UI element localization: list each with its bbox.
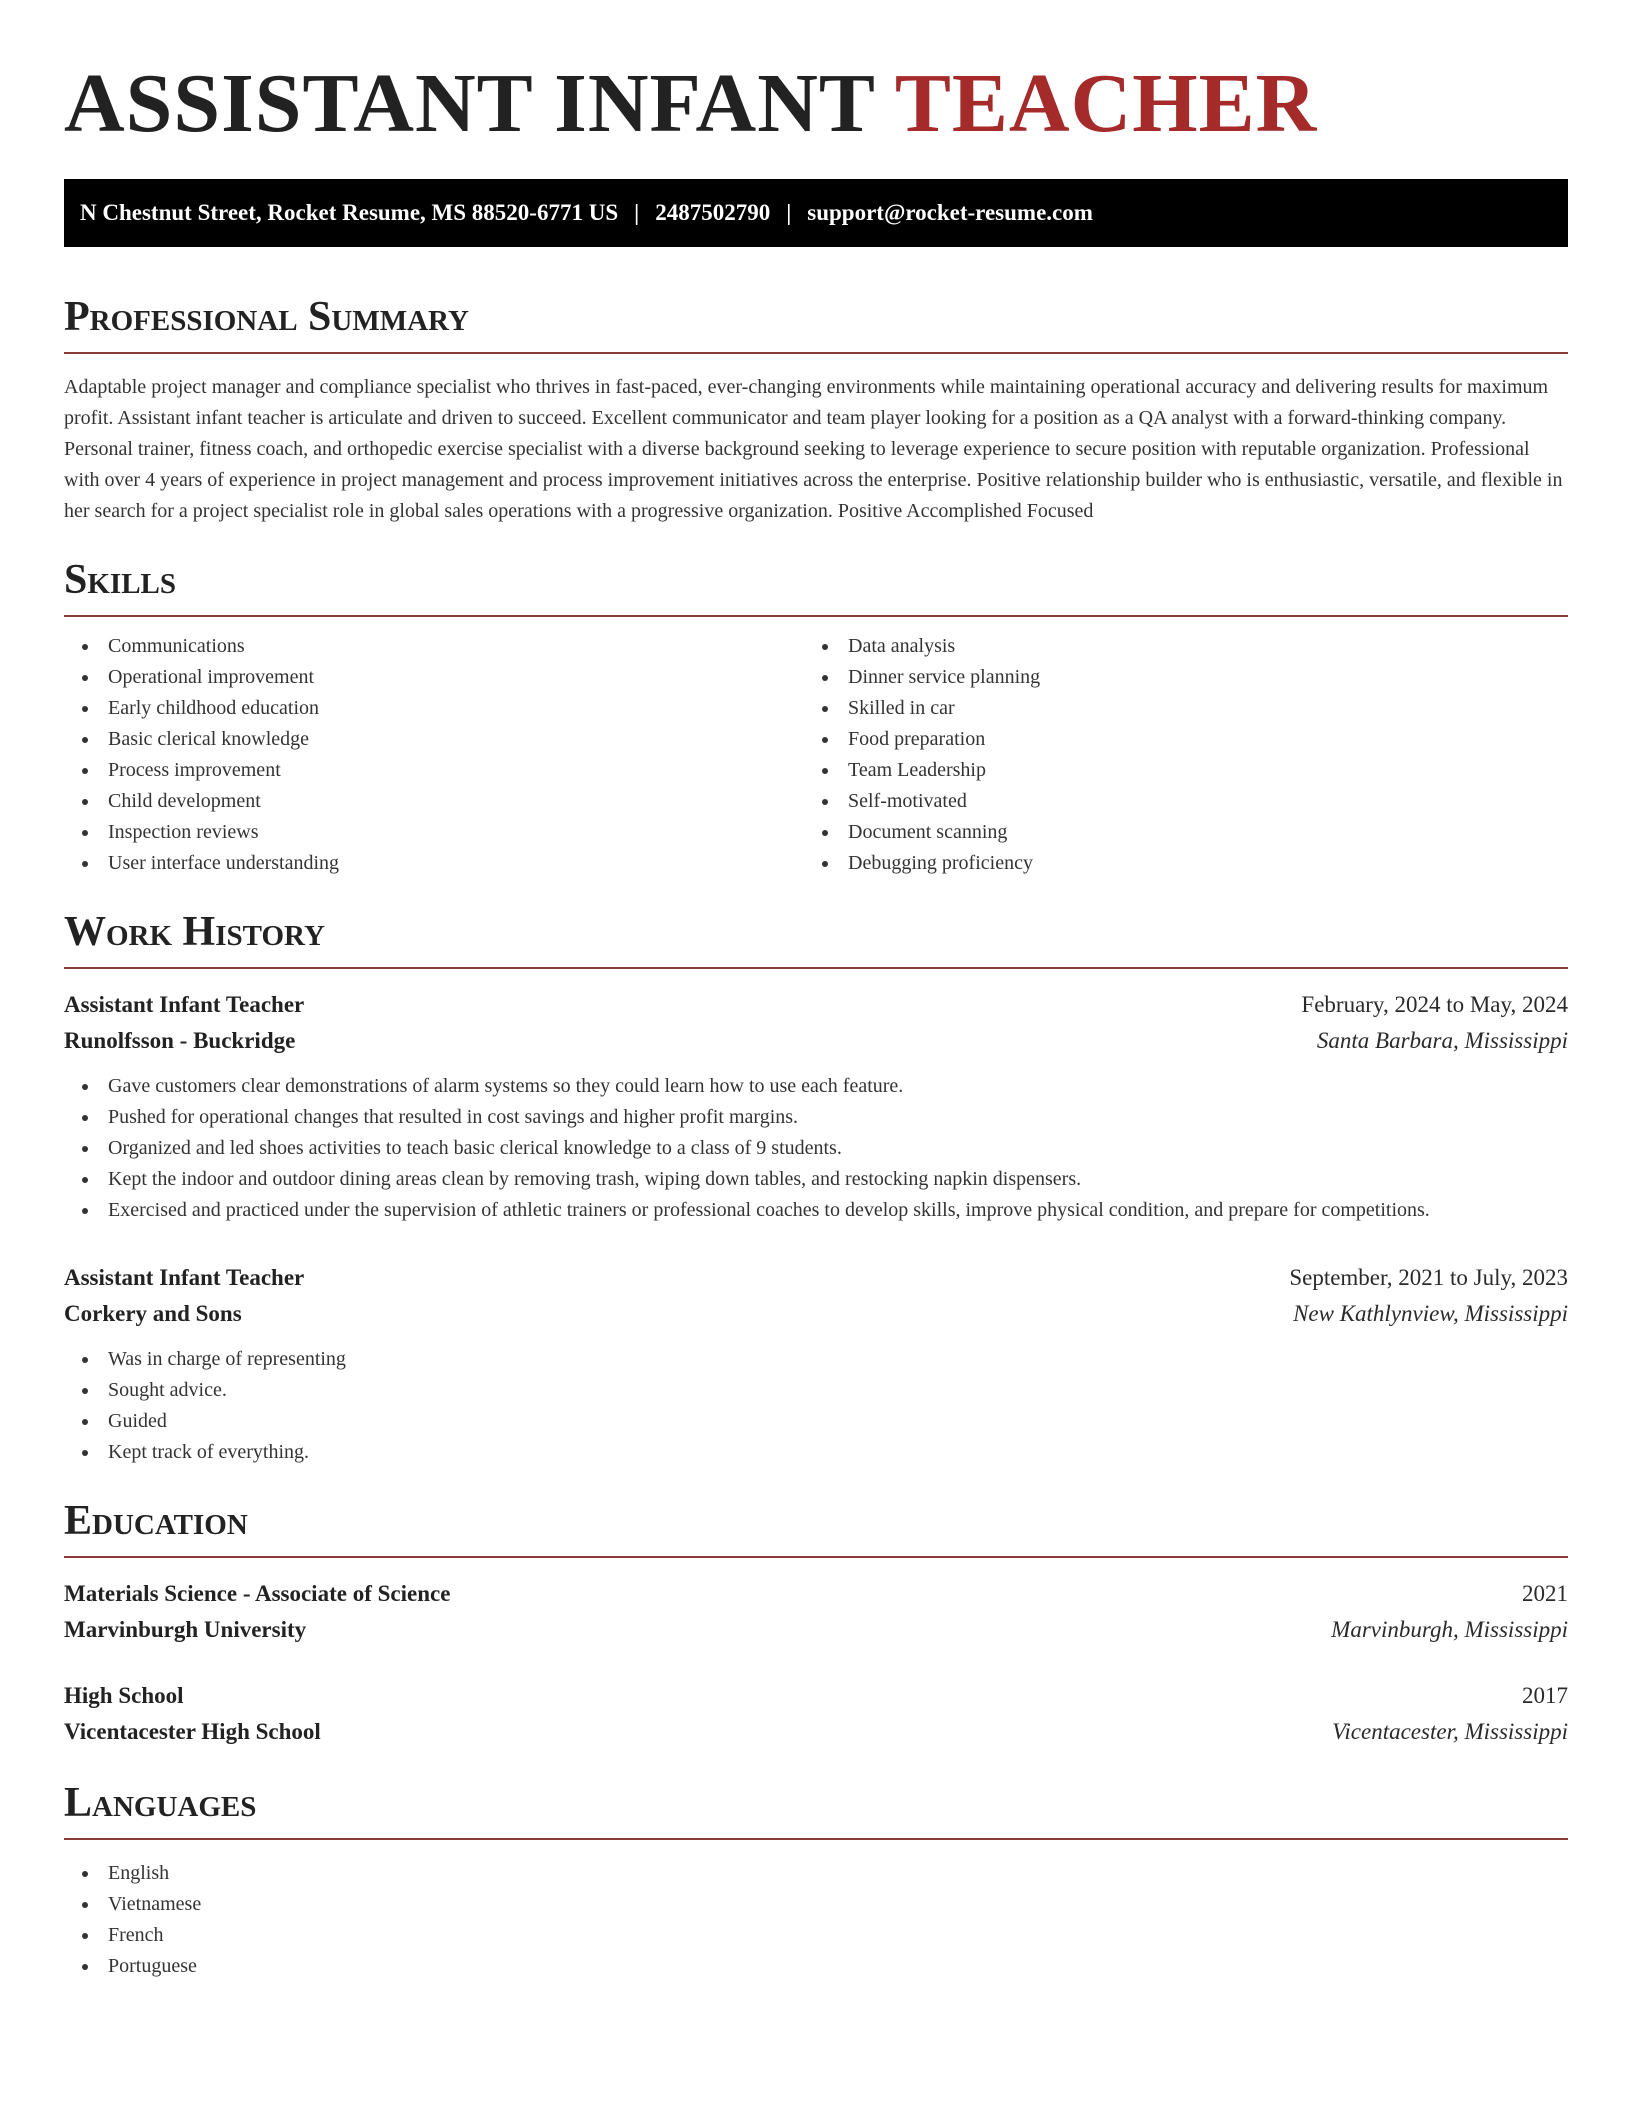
work-entry-header bbox=[64, 987, 1568, 1023]
education-location: Vicentacester, Mississippi bbox=[1332, 1719, 1568, 1744]
education-school: Marvinburgh University bbox=[64, 1617, 307, 1642]
work-entry bbox=[64, 987, 1568, 1226]
language-item: English bbox=[64, 1858, 1568, 1889]
skill-item: Document scanning bbox=[804, 817, 1544, 848]
section-title-work-history: Work History bbox=[64, 907, 1568, 969]
job-role: Assistant Infant Teacher bbox=[64, 1265, 305, 1290]
skill-item: Operational improvement bbox=[64, 662, 804, 693]
job-duty: Kept track of everything. bbox=[64, 1437, 1568, 1468]
section-title-languages: Languages bbox=[64, 1778, 1568, 1840]
education-degree: Materials Science - Associate of Science bbox=[64, 1581, 451, 1606]
job-duty: Was in charge of representing bbox=[64, 1344, 1568, 1375]
education-entry-header bbox=[64, 1576, 1568, 1612]
job-company: Runolfsson - Buckridge bbox=[64, 1028, 296, 1053]
education-school: Vicentacester High School bbox=[64, 1719, 321, 1744]
name-part-1: ASSISTANT INFANT bbox=[64, 57, 895, 150]
job-dates: September, 2021 to July, 2023 bbox=[1289, 1265, 1568, 1290]
summary-text: Adaptable project manager and compliance specialist who thrives in fast-paced, ever-changing environments while maintaining operational accuracy and delivering results for maximum profit. Assistant infant teacher is articulate and driven to succeed. Excellent communicator and team player looking for a position as a QA analyst with a forward-thinking company. Personal trainer, fitness coach, and orthopedic exercise specialist with a diverse background seeking to leverage experience to secure position with reputable organization. Professional with over 4 years of experience in project management and process improvement initiatives across the enterprise. Positive relationship builder who is enthusiastic, versatile, and flexible in her search for a project specialist role in global sales operations with a progressive organization. Positive Accomplished Focused bbox=[64, 376, 1563, 522]
education-entry bbox=[64, 1678, 1568, 1750]
skill-item: Basic clerical knowledge bbox=[64, 724, 804, 755]
skill-item: Communications bbox=[64, 631, 804, 662]
work-entry-header bbox=[64, 1260, 1568, 1296]
job-duties bbox=[64, 1071, 1568, 1226]
work-entry-subheader bbox=[64, 1023, 1568, 1059]
section-title-summary: Professional Summary bbox=[64, 292, 1568, 354]
resume-name bbox=[64, 56, 1568, 152]
section-title-skills: Skills bbox=[64, 555, 1568, 617]
education-entry-subheader bbox=[64, 1612, 1568, 1648]
contact-bar bbox=[64, 179, 1568, 247]
job-duty: Organized and led shoes activities to teach basic clerical knowledge to a class of 9 students. bbox=[64, 1133, 1568, 1164]
education-year: 2017 bbox=[1522, 1683, 1568, 1708]
work-entry-subheader bbox=[64, 1296, 1568, 1332]
job-duty: Sought advice. bbox=[64, 1375, 1568, 1406]
job-duty: Guided bbox=[64, 1406, 1568, 1437]
contact-address: N Chestnut Street, Rocket Resume, MS 88520-6771 US bbox=[80, 200, 619, 225]
skill-item: Team Leadership bbox=[804, 755, 1544, 786]
job-duty: Gave customers clear demonstrations of alarm systems so they could learn how to use each feature. bbox=[64, 1071, 1568, 1102]
job-duty: Exercised and practiced under the supervision of athletic trainers or professional coaches to develop skills, improve physical condition, and prepare for competitions. bbox=[64, 1195, 1568, 1226]
section-title-education: Education bbox=[64, 1496, 1568, 1558]
job-location: New Kathlynview, Mississippi bbox=[1293, 1301, 1568, 1326]
name-part-2: TEACHER bbox=[894, 57, 1318, 150]
job-duties bbox=[64, 1344, 1568, 1468]
skills-list bbox=[64, 631, 1568, 879]
education-degree: High School bbox=[64, 1683, 184, 1708]
education-entry-subheader bbox=[64, 1714, 1568, 1750]
language-item: Portuguese bbox=[64, 1951, 1568, 1982]
language-item: Vietnamese bbox=[64, 1889, 1568, 1920]
skill-item: Dinner service planning bbox=[804, 662, 1544, 693]
job-duty: Pushed for operational changes that resulted in cost savings and higher profit margins. bbox=[64, 1102, 1568, 1133]
skill-item: Inspection reviews bbox=[64, 817, 804, 848]
skill-item: Food preparation bbox=[804, 724, 1544, 755]
skill-item: Debugging proficiency bbox=[804, 848, 1544, 879]
language-item: French bbox=[64, 1920, 1568, 1951]
contact-separator: | bbox=[634, 200, 640, 225]
languages-list bbox=[64, 1858, 1568, 1982]
education-entry-header bbox=[64, 1678, 1568, 1714]
skills-column-left bbox=[64, 631, 804, 879]
job-role: Assistant Infant Teacher bbox=[64, 992, 305, 1017]
skill-item: Child development bbox=[64, 786, 804, 817]
job-dates: February, 2024 to May, 2024 bbox=[1301, 992, 1568, 1017]
job-company: Corkery and Sons bbox=[64, 1301, 242, 1326]
skill-item: Process improvement bbox=[64, 755, 804, 786]
skill-item: Data analysis bbox=[804, 631, 1544, 662]
work-entry bbox=[64, 1260, 1568, 1468]
education-year: 2021 bbox=[1522, 1581, 1568, 1606]
job-location: Santa Barbara, Mississippi bbox=[1316, 1028, 1568, 1053]
job-duty: Kept the indoor and outdoor dining areas clean by removing trash, wiping down tables, and restocking napkin dispensers. bbox=[64, 1164, 1568, 1195]
contact-separator: | bbox=[786, 200, 792, 225]
skill-item: Early childhood education bbox=[64, 693, 804, 724]
skill-item: Skilled in car bbox=[804, 693, 1544, 724]
contact-phone: 2487502790 bbox=[655, 200, 771, 225]
contact-email: support@rocket-resume.com bbox=[807, 200, 1093, 225]
skill-item: Self-motivated bbox=[804, 786, 1544, 817]
skills-column-right bbox=[804, 631, 1544, 879]
skill-item: User interface understanding bbox=[64, 848, 804, 879]
education-location: Marvinburgh, Mississippi bbox=[1331, 1617, 1568, 1642]
education-entry bbox=[64, 1576, 1568, 1648]
